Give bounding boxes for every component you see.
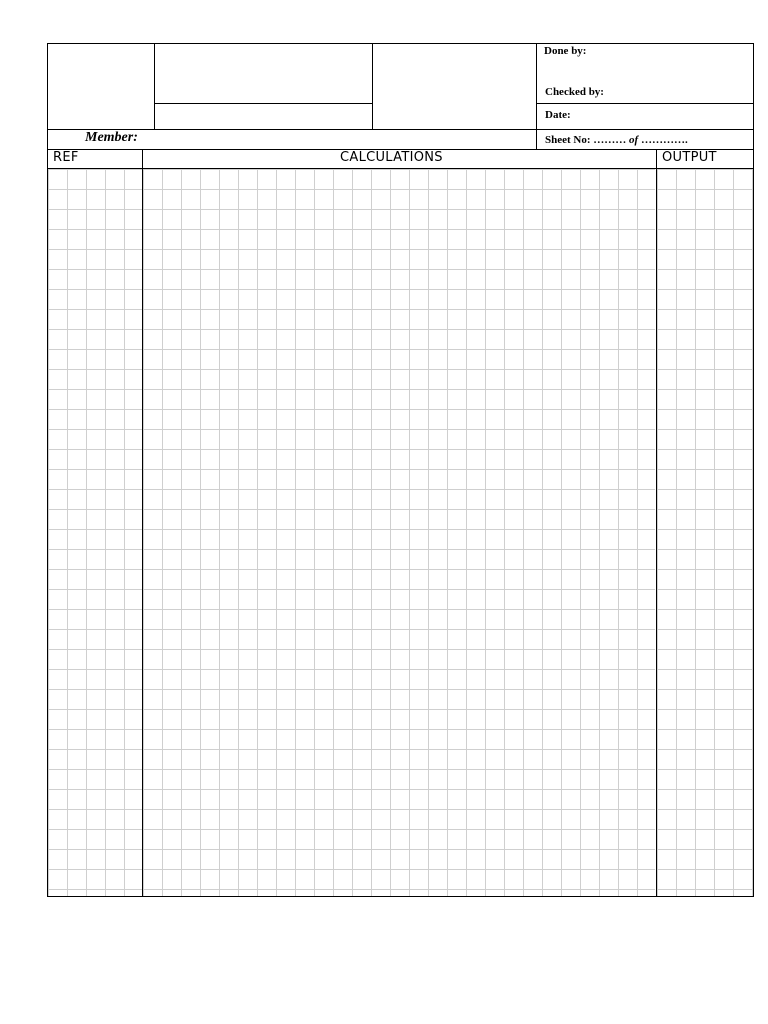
output-separator (656, 149, 657, 897)
member-line (47, 129, 754, 130)
border-right (753, 43, 754, 897)
checked-by-label: Checked by: (545, 86, 604, 98)
title-split-line (154, 103, 373, 104)
subtitle-field[interactable] (155, 104, 371, 128)
title-field[interactable] (155, 44, 371, 102)
header-divider-2 (372, 43, 373, 129)
date-line (536, 103, 754, 104)
member-label: Member: (85, 130, 138, 145)
column-header-bottom-line (47, 168, 754, 169)
header-divider-3 (536, 43, 537, 149)
done-by-label: Done by: (544, 45, 587, 57)
header-divider-1 (154, 43, 155, 129)
of-dots[interactable]: …………. (640, 134, 688, 146)
date-label: Date: (545, 109, 571, 121)
output-column-header: OUTPUT (662, 150, 717, 165)
ref-column-header: REF (53, 150, 79, 165)
calculations-column-header: CALCULATIONS (340, 150, 443, 165)
border-left (47, 43, 48, 897)
border-bottom (47, 896, 754, 897)
sheet-no-label: Sheet No: (545, 134, 591, 146)
reference-field[interactable] (373, 44, 535, 128)
ref-separator (142, 149, 143, 897)
calculations-grid[interactable] (143, 169, 655, 896)
ref-grid[interactable] (48, 169, 142, 896)
calculation-sheet (47, 43, 754, 897)
output-grid[interactable] (657, 169, 753, 896)
project-field[interactable] (48, 44, 154, 128)
of-label: of (629, 134, 639, 146)
sheet-no-field (545, 134, 688, 146)
sheet-no-dots[interactable]: ……… (593, 134, 627, 146)
